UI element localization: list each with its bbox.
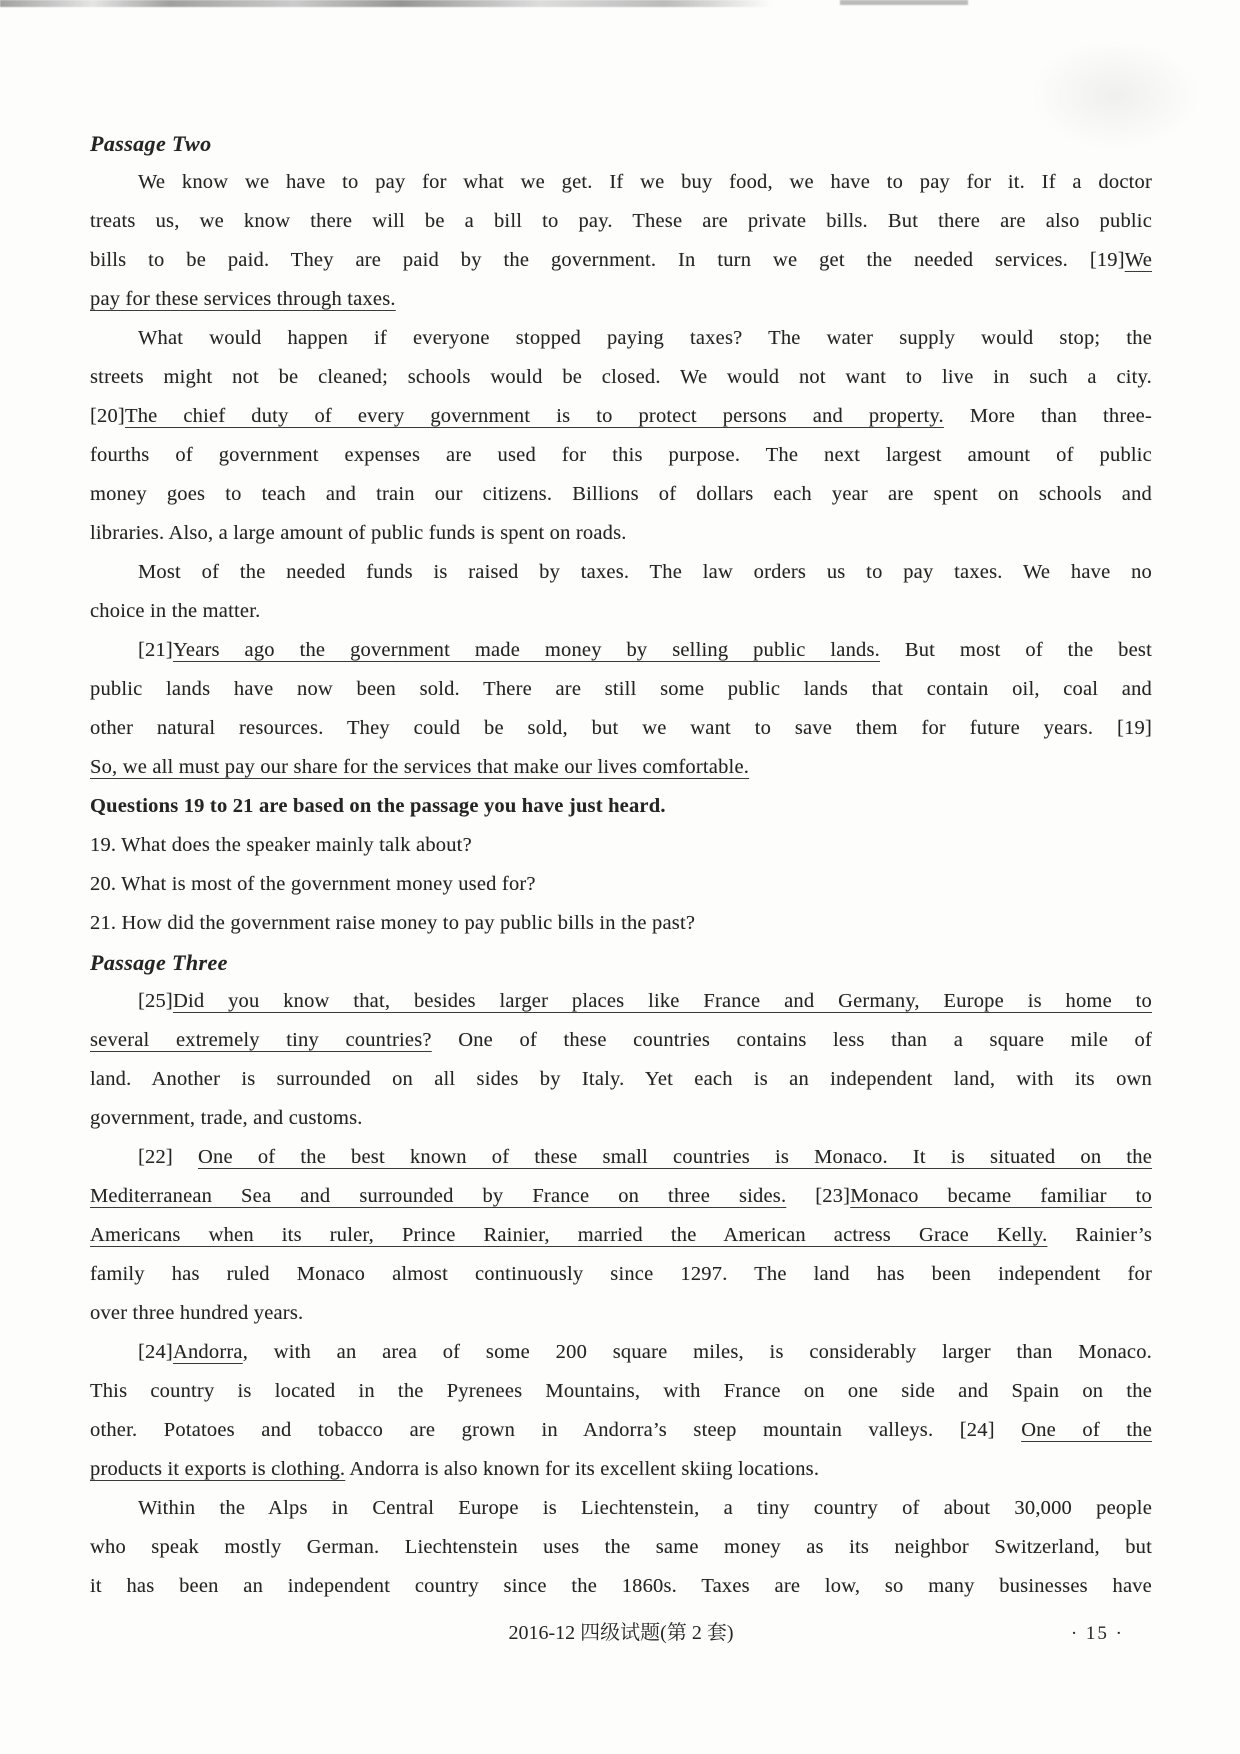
paragraph-line xyxy=(90,592,1152,631)
paragraph-line xyxy=(90,1294,1152,1333)
underlined-text: One of the best known of these small countries is Monaco. It is situated on the xyxy=(198,1146,1152,1168)
paragraph-line xyxy=(90,1255,1152,1294)
paragraph-line xyxy=(90,280,1152,319)
text-segment: bills to be paid. They are paid by the government. In turn we get the needed services. [19] xyxy=(90,249,1125,271)
underlined-text: We xyxy=(1124,249,1152,271)
footer-page-number: · 15 · xyxy=(1070,1623,1124,1644)
text-segment: Most of the needed funds is raised by taxes. The law orders us to pay taxes. We have no xyxy=(138,561,1152,583)
text-segment: fourths of government expenses are used for this purpose. The next largest amount of public xyxy=(90,444,1152,466)
paragraph-line xyxy=(90,475,1152,514)
paragraph-line xyxy=(90,1567,1152,1606)
text-segment: other natural resources. They could be sold, but we want to save them for future years. [19] xyxy=(90,717,1152,739)
text-segment: Rainier’s xyxy=(1047,1224,1153,1246)
paragraph-line xyxy=(90,1333,1152,1372)
paragraph-line xyxy=(90,1216,1152,1255)
paragraph xyxy=(90,319,1152,553)
footer-title: 2016-12 四级试题(第 2 套) xyxy=(508,1622,734,1644)
question-line: 20. What is most of the government money used for? xyxy=(90,873,536,895)
paragraph-line xyxy=(90,397,1152,436)
underlined-text: Mediterranean Sea and surrounded by France on three sides. xyxy=(90,1185,787,1207)
underlined-text: several extremely tiny countries? xyxy=(90,1029,432,1051)
text-segment: it has been an independent country since the 1860s. Taxes are low, so many businesses have xyxy=(90,1575,1152,1597)
paragraph xyxy=(90,631,1152,787)
text-segment: public lands have now been sold. There are still some public lands that contain oil, coal and xyxy=(90,678,1152,700)
text-segment: We know we have to pay for what we get. If we buy food, we have to pay for it. If a doctor xyxy=(138,171,1152,193)
text-segment: treats us, we know there will be a bill to pay. These are private bills. But there are also public xyxy=(90,210,1152,232)
text-segment: But most of the best xyxy=(879,639,1152,661)
paragraph xyxy=(90,1333,1152,1489)
text-segment: [21] xyxy=(138,639,173,661)
text-segment: One of these countries contains less than a square mile of xyxy=(431,1029,1152,1051)
underlined-text: The chief duty of every government is to protect persons and property. xyxy=(124,405,944,427)
passage-heading: Passage Three xyxy=(90,950,228,975)
question-line: 21. How did the government raise money to pay public bills in the past? xyxy=(90,912,696,934)
underlined-text: Did you know that, besides larger places like France and Germany, Europe is home to xyxy=(172,990,1152,1012)
underlined-text: Americans when its ruler, Prince Rainier, married the American actress Grace Kelly. xyxy=(90,1224,1048,1246)
underlined-text: Years ago the government made money by selling public lands. xyxy=(172,639,880,661)
paragraph-line xyxy=(90,1489,1152,1528)
passage-heading: Passage Two xyxy=(90,131,212,156)
paragraph xyxy=(90,163,1152,319)
underlined-text: Monaco became familiar to xyxy=(850,1185,1152,1207)
underlined-text: Andorra xyxy=(172,1341,243,1363)
paragraph-line xyxy=(90,748,1152,787)
text-segment: libraries. Also, a large amount of public funds is spent on roads. xyxy=(90,522,627,544)
text-segment: [25] xyxy=(138,990,173,1012)
paragraph-line xyxy=(90,1138,1152,1177)
paragraph xyxy=(90,1489,1152,1606)
paragraph-line xyxy=(90,358,1152,397)
paragraph xyxy=(90,982,1152,1138)
paragraph-line xyxy=(90,1528,1152,1567)
text-segment: government, trade, and customs. xyxy=(90,1107,363,1129)
text-segment: Andorra is also known for its excellent skiing locations. xyxy=(345,1458,820,1480)
text-segment: who speak mostly German. Liechtenstein uses the same money as its neighbor Switzerland, but xyxy=(90,1536,1152,1558)
underlined-text: One of the xyxy=(1021,1419,1152,1441)
text-segment: streets might not be cleaned; schools would be closed. We would not want to live in such a city. xyxy=(90,366,1152,388)
paragraph-line xyxy=(90,1021,1152,1060)
underlined-text: products it exports is clothing. xyxy=(90,1458,346,1480)
text-segment: This country is located in the Pyrenees Mountains, with France on one side and Spain on the xyxy=(90,1380,1152,1402)
text-segment: [23] xyxy=(786,1185,851,1207)
paragraph-line xyxy=(90,436,1152,475)
paragraph xyxy=(90,553,1152,631)
paragraph xyxy=(90,1138,1152,1333)
paragraph-line xyxy=(90,553,1152,592)
text-segment: other. Potatoes and tobacco are grown in Andorra’s steep mountain valleys. [24] xyxy=(90,1419,1022,1441)
paragraph-line xyxy=(90,631,1152,670)
text-segment: [22] xyxy=(138,1146,199,1168)
paragraph-line xyxy=(90,1099,1152,1138)
text-segment: family has ruled Monaco almost continuously since 1297. The land has been independent for xyxy=(90,1263,1152,1285)
paragraph-line xyxy=(90,1411,1152,1450)
page-footer xyxy=(90,1614,1152,1653)
text-segment: , with an area of some 200 square miles, is considerably larger than Monaco. xyxy=(242,1341,1152,1363)
paragraph-line xyxy=(90,1060,1152,1099)
questions-header: Questions 19 to 21 are based on the passage you have just heard. xyxy=(90,795,666,817)
paragraph-line xyxy=(90,670,1152,709)
scan-artifact-top-right xyxy=(840,0,968,5)
text-segment: More than three- xyxy=(943,405,1152,427)
question-line: 19. What does the speaker mainly talk about? xyxy=(90,834,472,856)
text-segment: choice in the matter. xyxy=(90,600,261,622)
paragraph-line xyxy=(90,514,1152,553)
text-segment: land. Another is surrounded on all sides by Italy. Yet each is an independent land, with its own xyxy=(90,1068,1152,1090)
paragraph-line xyxy=(90,982,1152,1021)
text-segment: Within the Alps in Central Europe is Liechtenstein, a tiny country of about 30,000 people xyxy=(138,1497,1152,1519)
scan-artifact-top-left xyxy=(0,0,772,7)
paragraph-line xyxy=(90,1177,1152,1216)
paragraph-line xyxy=(90,163,1152,202)
paragraph-line xyxy=(90,709,1152,748)
paragraph-line xyxy=(90,1450,1152,1489)
underlined-text: So, we all must pay our share for the services that make our lives comfortable. xyxy=(90,756,750,778)
text-segment: money goes to teach and train our citizens. Billions of dollars each year are spent on schools and xyxy=(90,483,1152,505)
text-segment: over three hundred years. xyxy=(90,1302,304,1324)
paragraph-line xyxy=(90,1372,1152,1411)
text-segment: What would happen if everyone stopped paying taxes? The water supply would stop; the xyxy=(138,327,1152,349)
paragraph-line xyxy=(90,241,1152,280)
underlined-text: pay for these services through taxes. xyxy=(90,288,396,310)
document-content xyxy=(90,124,1152,1606)
paragraph-line xyxy=(90,319,1152,358)
text-segment: [24] xyxy=(138,1341,173,1363)
text-segment: [20] xyxy=(90,405,125,427)
paragraph-line xyxy=(90,202,1152,241)
